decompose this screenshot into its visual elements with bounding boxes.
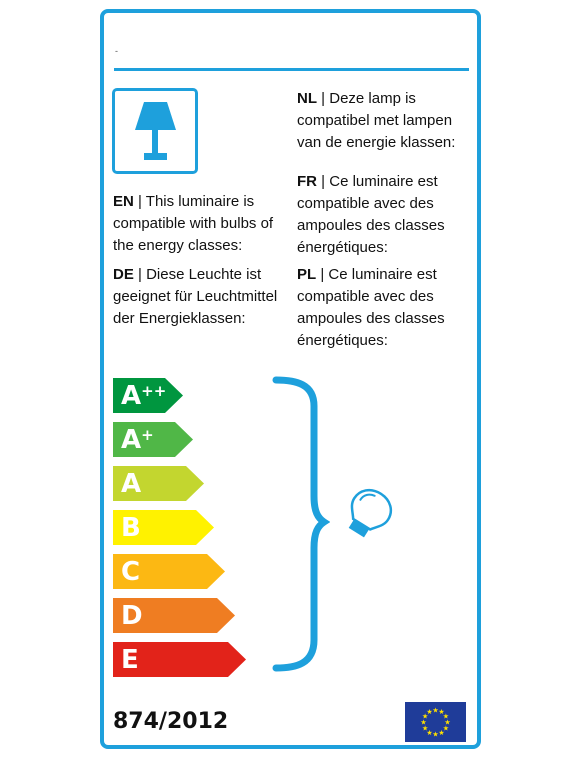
energy-class-label: A+ bbox=[121, 425, 154, 455]
lang-code-en: EN bbox=[113, 193, 134, 210]
text-en bbox=[113, 191, 288, 257]
eu-flag-icon bbox=[405, 702, 466, 742]
lang-text-pl: | Ce luminaire est compatible avec des ampoules des classes énergétiques: bbox=[297, 266, 445, 349]
text-pl bbox=[297, 264, 472, 352]
eu-star-icon: ★ bbox=[426, 728, 433, 737]
eu-star-icon: ★ bbox=[432, 706, 439, 715]
eu-star-icon: ★ bbox=[426, 708, 433, 717]
table-lamp-icon bbox=[112, 88, 198, 174]
eu-star-icon: ★ bbox=[442, 712, 450, 721]
lang-text-de: | Diese Leuchte ist geeignet für Leuchtmittel der Energieklassen: bbox=[113, 266, 278, 327]
text-de bbox=[113, 264, 288, 330]
header-rule bbox=[114, 68, 469, 71]
eu-star-icon: ★ bbox=[438, 728, 445, 737]
regulation-number: 874/2012 bbox=[113, 709, 229, 734]
eu-star-icon: ★ bbox=[444, 718, 451, 727]
light-bulb-icon bbox=[338, 486, 400, 542]
header-dash: - bbox=[115, 46, 118, 56]
eu-star-icon: ★ bbox=[421, 712, 429, 721]
lang-text-nl: | Deze lamp is compatibel met lampen van de energie klassen: bbox=[297, 90, 456, 151]
eu-star-icon: ★ bbox=[420, 718, 427, 727]
eu-star-icon: ★ bbox=[442, 724, 450, 733]
lang-code-fr: FR bbox=[297, 173, 317, 190]
energy-class-label: E bbox=[121, 645, 139, 675]
text-fr bbox=[297, 171, 472, 259]
energy-class-label: B bbox=[121, 513, 141, 543]
lang-code-pl: PL bbox=[297, 266, 317, 283]
lang-code-nl: NL bbox=[297, 90, 317, 107]
energy-class-label: A bbox=[121, 469, 142, 499]
curly-brace-icon bbox=[270, 376, 330, 672]
energy-class-label: C bbox=[121, 557, 141, 587]
text-nl bbox=[297, 88, 472, 154]
eu-star-icon: ★ bbox=[421, 724, 429, 733]
eu-star-icon: ★ bbox=[432, 730, 439, 739]
lang-text-fr: | Ce luminaire est compatible avec des ampoules des classes énergétiques: bbox=[297, 173, 445, 256]
lang-text-en: | This luminaire is compatible with bulbs of the energy classes: bbox=[113, 193, 274, 254]
eu-star-icon: ★ bbox=[438, 708, 445, 717]
lang-code-de: DE bbox=[113, 266, 134, 283]
energy-class-label: A++ bbox=[121, 381, 167, 411]
energy-class-label: D bbox=[121, 601, 143, 631]
